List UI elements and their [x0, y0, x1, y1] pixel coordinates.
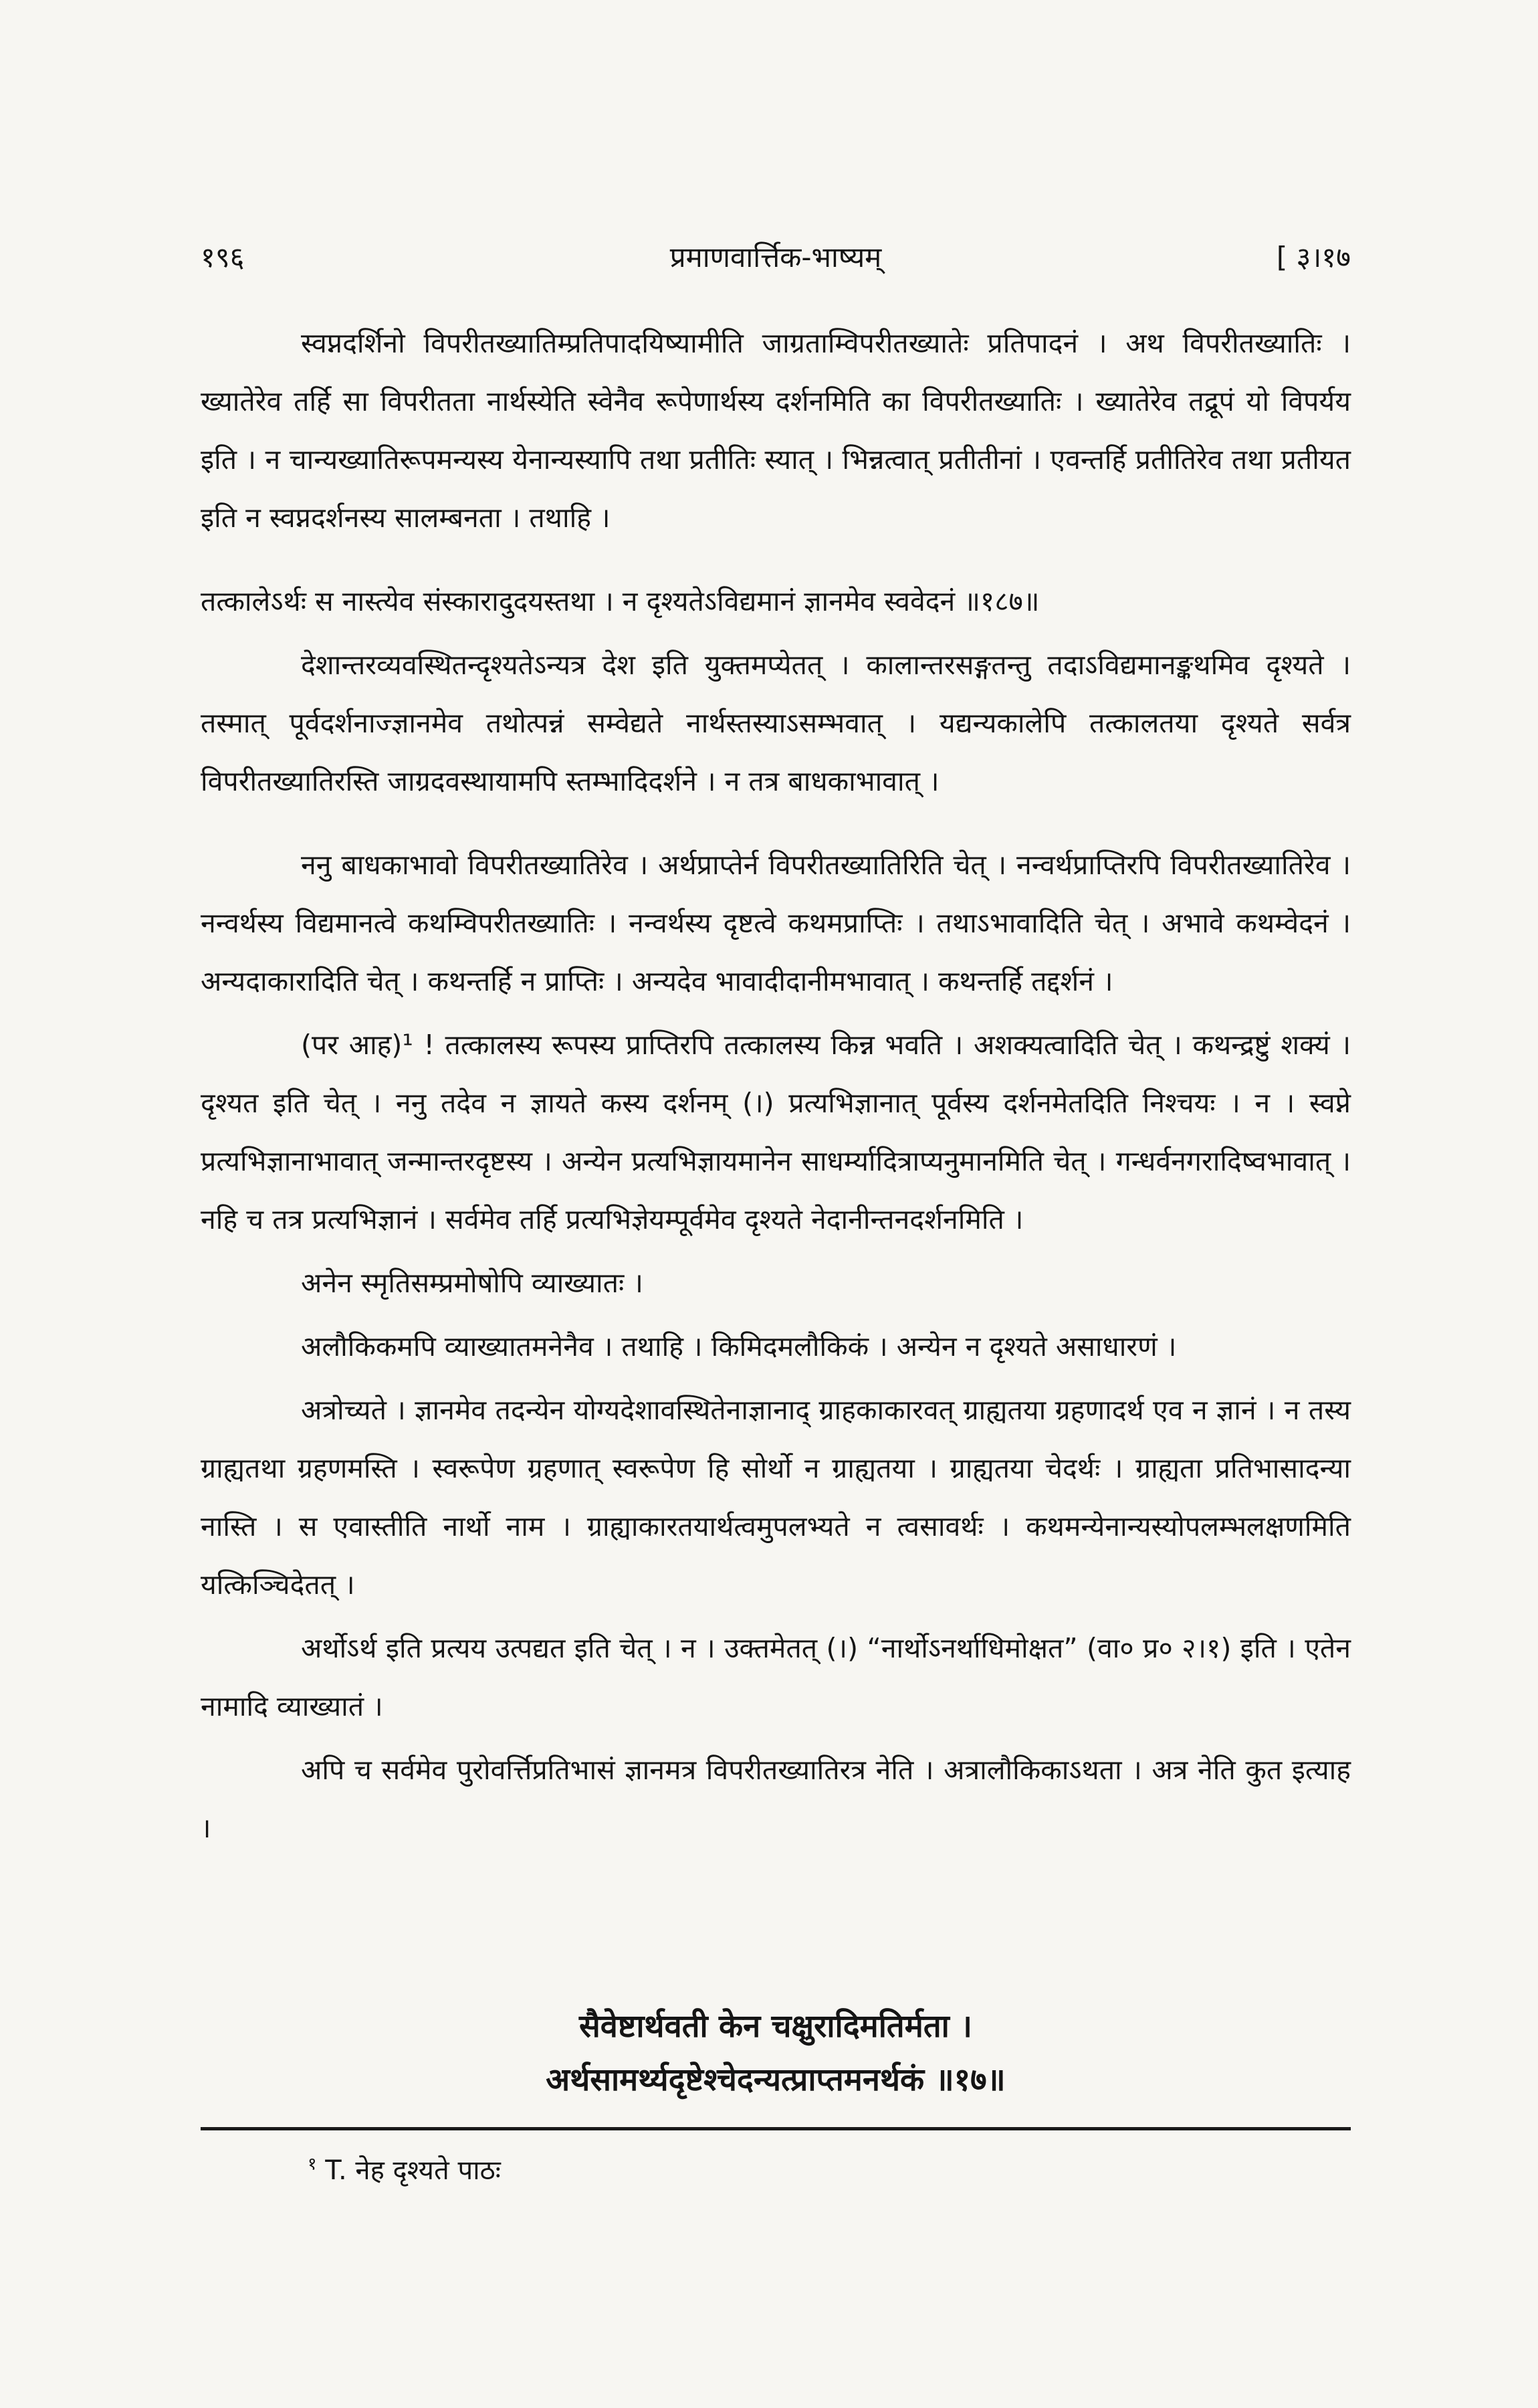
paragraph: अर्थोऽर्थ इति प्रत्यय उत्पद्यत इति चेत् । न । उक्तमेतत् (।) “नार्थोऽनर्थाधिमोक्षत” (वा० प्र० २।१) इति । एतेन नामादि व्याख्यातं ।: [201, 1632, 1351, 1722]
verse-line-1: सैवेष्टार्थवती केन चक्षुरादिमतिर्मता ।: [579, 2008, 972, 2045]
paragraph: अत्रोच्यते । ज्ञानमेव तदन्येन योग्यदेशावस्थितेनाज्ञानाद् ग्राहकाकारवत् ग्राह्यतया ग्रहणादर्थ एव न ज्ञानं । न तस्य ग्राह्यतथा ग्रहणमस्ति । स्वरूपेण ग्रहणात् स्वरूपेण हि सोर्थो न ग्राह्यतया । ग्राह्यतया चेदर्थः । ग्राह्यता प्रतिभासादन्या नास्ति । स एवास्तीति नार्थो नाम । ग्राह्याकारतयार्थत्वमुपलभ्यते न त्वसावर्थः । कथमन्येनान्यस्योपलम्भलक्षणमिति यत्किञ्चिदेतत् ।: [201, 1394, 1351, 1601]
footnote: [308, 2150, 501, 2187]
paragraph: (पर आह)¹ ! तत्कालस्य रूपस्य प्राप्तिरपि तत्कालस्य किन्न भवति । अशक्यत्वादिति चेत् । कथन्द्रष्टुं शक्यं । दृश्यत इति चेत् । ननु तदेव न ज्ञायते कस्य दर्शनम् (।) प्रत्यभिज्ञानात् पूर्वस्य दर्शनमेतदिति निश्चयः । न । स्वप्ने प्रत्यभिज्ञानाभावात् जन्मान्तरदृष्टस्य । अन्येन प्रत्यभिज्ञायमानेन साधर्म्यादित्राप्यनुमानमिति चेत् । गन्धर्वनगरादिष्वभावात् । नहि च तत्र प्रत्यभिज्ञानं । सर्वमेव तर्हि प्रत्यभिज्ञेयम्पूर्वमेव दृश्यते नेदानीन्तनदर्शनमिति ।: [201, 1029, 1351, 1235]
paragraph: अनेन स्मृतिसम्प्रमोषोपि व्याख्यातः ।: [301, 1267, 643, 1299]
footnote-divider: [201, 2127, 1351, 2130]
paragraph: ननु बाधकाभावो विपरीतख्यातिरेव । अर्थप्राप्तेर्न विपरीतख्यातिरिति चेत् । नन्वर्थप्राप्तिरपि विपरीतख्यातिरेव । नन्वर्थस्य विद्यमानत्वे कथम्विपरीतख्यातिः । नन्वर्थस्य दृष्टत्वे कथमप्राप्तिः । तथाऽभावादिति चेत् । अभावे कथम्वेदनं । अन्यदाकारादिति चेत् । कथन्तर्हि न प्राप्तिः । अन्यदेव भावादीदानीमभावात् । कथन्तर्हि तद्दर्शनं ।: [201, 849, 1351, 997]
verse-line-2: अर्थसामर्थ्यदृष्टेश्चेदन्यत्प्राप्तमनर्थकं ॥१७॥: [546, 2062, 1006, 2098]
paragraph: स्वप्नदर्शिनो विपरीतख्यातिम्प्रतिपादयिष्यामीति जाग्रताम्विपरीतख्यातेः प्रतिपादनं । अथ विपरीतख्यातिः । ख्यातेरेव तर्हि सा विपरीतता नार्थस्येति स्वेनैव रूपेणार्थस्य दर्शनमिति का विपरीतख्यातिः । ख्यातेरेव तद्रूपं यो विपर्यय इति । न चान्यख्यातिरूपमन्यस्य येनान्यस्यापि तथा प्रतीतिः स्यात् । भिन्नत्वात् प्रतीतीनां । एवन्तर्हि प्रतीतिरेव तथा प्रतीयत इति न स्वप्नदर्शनस्य सालम्बनता । तथाहि ।: [201, 327, 1351, 534]
footnote-text: T. नेह दृश्यते पाठः: [325, 2155, 501, 2186]
paragraph: अपि च सर्वमेव पुरोवर्त्तिप्रतिभासं ज्ञानमत्र विपरीतख्यातिरत्र नेति । अत्रालौकिकाऽथता । अत्र नेति कुत इत्याह ।: [201, 1754, 1351, 1844]
page-header: [201, 237, 1351, 291]
paragraph: अलौकिकमपि व्याख्यातमनेनैव । तथाहि । किमिदमलौकिकं । अन्येन न दृश्यते असाधारणं ।: [301, 1330, 1177, 1363]
section-reference: [ ३।१७: [1276, 241, 1351, 274]
paragraph: देशान्तरव्यवस्थितन्दृश्यतेऽन्यत्र देश इति युक्तमप्येतत् । कालान्तरसङ्गतन्तु तदाऽविद्यमानङ्कथमिव दृश्यते । तस्मात् पूर्वदर्शनाज्ज्ञानमेव तथोत्पन्नं सम्वेद्यते नार्थस्तस्याऽसम्भवात् । यद्यन्यकालेपि तत्कालतया दृश्यते सर्वत्र विपरीतख्यातिरस्ति जाग्रदवस्थायामपि स्तम्भादिदर्शने । न तत्र बाधकाभावात् ।: [201, 649, 1351, 797]
main-text: [201, 314, 1351, 1863]
footnote-marker: १: [308, 2154, 317, 2175]
running-title: प्रमाणवार्त्तिक-भाष्यम्: [669, 241, 882, 274]
karika-line: तत्कालेऽर्थः स नास्त्येव संस्कारादुदयस्तथा । न दृश्यतेऽविद्यमानं ज्ञानमेव स्ववेदनं ॥१८७॥: [201, 585, 1040, 617]
page-number: १९६: [201, 241, 245, 274]
